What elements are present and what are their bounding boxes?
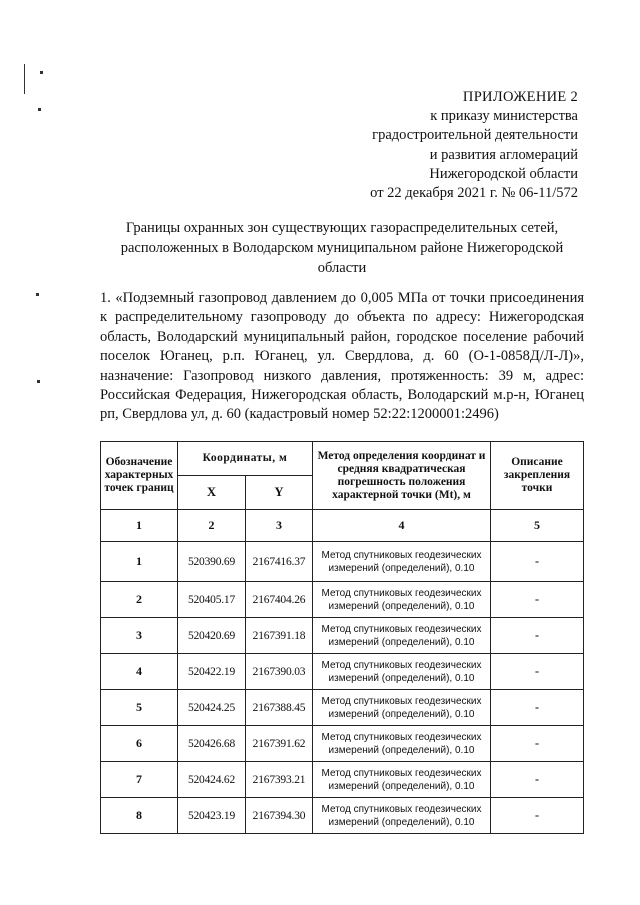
order-date-line: от 22 декабря 2021 г. № 06-11/572 bbox=[370, 185, 578, 202]
fixing-description: - bbox=[491, 726, 584, 762]
method-cell: Метод спутниковых геодезических измерений (определений), 0.10 bbox=[313, 542, 491, 582]
table-row bbox=[101, 542, 584, 582]
fixing-description: - bbox=[491, 618, 584, 654]
coord-y: 2167393.21 bbox=[246, 762, 313, 798]
header-method: Метод определения координат и средняя квадратическая погрешность положения характерной точки (Mt), м bbox=[313, 442, 491, 510]
boundary-points-table bbox=[100, 441, 584, 834]
point-number: 1 bbox=[101, 542, 178, 582]
column-number: 4 bbox=[313, 510, 491, 542]
header-y: Y bbox=[246, 476, 313, 510]
method-cell: Метод спутниковых геодезических измерений (определений), 0.10 bbox=[313, 582, 491, 618]
table-row bbox=[101, 798, 584, 834]
coord-y: 2167391.18 bbox=[246, 618, 313, 654]
coord-x: 520423.19 bbox=[178, 798, 246, 834]
appendix-number: ПРИЛОЖЕНИЕ 2 bbox=[462, 89, 578, 105]
fixing-description: - bbox=[491, 798, 584, 834]
title-line: расположенных в Володарском муниципальном районе Нижегородской bbox=[120, 240, 564, 256]
object-description: 1. «Подземный газопровод давлением до 0,005 МПа от точки присоединения к распределительному газопроводу до объекта по адресу: Нижегородская область, Володарский муниципальный район, городское поселение рабочий поселок Юганец, р.п. Юганец, ул. Свердлова, д. 60 (О-1-0858Д/Л-Л)», назначение: Газопровод низкого давления, протяженность: 39 м, адрес: Российская Федерация, Нижегородская область, Володарский м.р-н, Юганец рп, Свердлова ул, д. 60 (кадастровый номер 52:22:1200001:2496) bbox=[100, 290, 584, 423]
appendix-header bbox=[370, 88, 578, 203]
point-number: 8 bbox=[101, 798, 178, 834]
scan-mark bbox=[40, 71, 43, 74]
column-number: 3 bbox=[246, 510, 313, 542]
method-cell: Метод спутниковых геодезических измерений (определений), 0.10 bbox=[313, 690, 491, 726]
table-row bbox=[101, 726, 584, 762]
header-description: Описание закрепления точки bbox=[491, 442, 584, 510]
header-line: и развития агломераций bbox=[429, 146, 578, 163]
title-line: области bbox=[317, 260, 367, 276]
scan-mark bbox=[38, 108, 41, 111]
method-cell: Метод спутниковых геодезических измерений (определений), 0.10 bbox=[313, 654, 491, 690]
table-header-row bbox=[101, 442, 584, 476]
column-numbers-row bbox=[101, 510, 584, 542]
header-line: к приказу министерства bbox=[430, 108, 578, 125]
point-number: 2 bbox=[101, 582, 178, 618]
coord-y: 2167394.30 bbox=[246, 798, 313, 834]
method-cell: Метод спутниковых геодезических измерений (определений), 0.10 bbox=[313, 762, 491, 798]
coord-x: 520426.68 bbox=[178, 726, 246, 762]
coord-y: 2167404.26 bbox=[246, 582, 313, 618]
coord-x: 520390.69 bbox=[178, 542, 246, 582]
method-cell: Метод спутниковых геодезических измерений (определений), 0.10 bbox=[313, 726, 491, 762]
point-number: 5 bbox=[101, 690, 178, 726]
header-coordinates: Координаты, м bbox=[178, 442, 313, 476]
column-number: 2 bbox=[178, 510, 246, 542]
method-cell: Метод спутниковых геодезических измерений (определений), 0.10 bbox=[313, 618, 491, 654]
fixing-description: - bbox=[491, 654, 584, 690]
table-row bbox=[101, 762, 584, 798]
point-number: 3 bbox=[101, 618, 178, 654]
document-title bbox=[100, 218, 584, 278]
coord-x: 520424.62 bbox=[178, 762, 246, 798]
column-number: 5 bbox=[491, 510, 584, 542]
scan-mark bbox=[24, 64, 25, 94]
header-designation: Обозначение характерных точек границ bbox=[101, 442, 178, 510]
scan-mark bbox=[36, 293, 39, 296]
method-cell: Метод спутниковых геодезических измерений (определений), 0.10 bbox=[313, 798, 491, 834]
coord-y: 2167416.37 bbox=[246, 542, 313, 582]
coord-y: 2167391.62 bbox=[246, 726, 313, 762]
point-number: 6 bbox=[101, 726, 178, 762]
table-row bbox=[101, 690, 584, 726]
column-number: 1 bbox=[101, 510, 178, 542]
coord-x: 520420.69 bbox=[178, 618, 246, 654]
header-line: Нижегородской области bbox=[429, 165, 578, 182]
fixing-description: - bbox=[491, 762, 584, 798]
coord-x: 520424.25 bbox=[178, 690, 246, 726]
coord-y: 2167388.45 bbox=[246, 690, 313, 726]
header-x: X bbox=[178, 476, 246, 510]
coord-y: 2167390.03 bbox=[246, 654, 313, 690]
fixing-description: - bbox=[491, 542, 584, 582]
table-row bbox=[101, 654, 584, 690]
coord-x: 520422.19 bbox=[178, 654, 246, 690]
header-line: градостроительной деятельности bbox=[372, 127, 578, 144]
point-number: 4 bbox=[101, 654, 178, 690]
coord-x: 520405.17 bbox=[178, 582, 246, 618]
table-row bbox=[101, 582, 584, 618]
point-number: 7 bbox=[101, 762, 178, 798]
title-line: Границы охранных зон существующих газораспределительных сетей, bbox=[125, 220, 559, 236]
fixing-description: - bbox=[491, 582, 584, 618]
fixing-description: - bbox=[491, 690, 584, 726]
scan-mark bbox=[37, 380, 40, 383]
table-row bbox=[101, 618, 584, 654]
